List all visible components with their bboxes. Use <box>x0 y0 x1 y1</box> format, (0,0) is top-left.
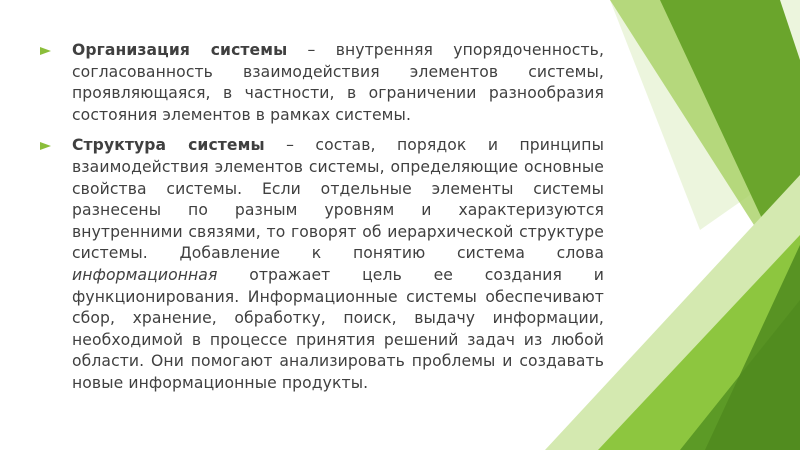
paragraph-organization <box>40 40 604 126</box>
definition-structure-part2: отражает цель ее создания и функционирования. Информационные системы обеспечивают сбор, хранение, обработку, поиск, выдачу информации, необходимой в процессе принятия решений задач из любой области. Они помогают анализировать проблемы и создавать новые информационные продукты. <box>72 265 604 392</box>
bullet-triangle-icon <box>40 142 51 150</box>
paragraph-structure <box>40 135 604 394</box>
term-organization: Организация системы <box>72 41 288 59</box>
definition-structure-part1: – состав, порядок и принципы взаимодействия элементов системы, определяющие основные свойства системы. Если отдельные элементы системы разнесены по разным уровням и характеризуются внутренними связями, то говорят об иерархической структуре системы. Добавление к понятию система слова <box>72 136 604 263</box>
emphasized-word: информационная <box>72 265 218 284</box>
definition-organization: – внутренняя упорядоченность, согласованность взаимодействия элементов системы, проявляющаяся, в частности, в ограничении разнообразия состояния элементов в рамках системы. <box>72 41 604 124</box>
text-content <box>40 40 604 404</box>
term-structure: Структура системы <box>72 136 265 155</box>
bullet-triangle-icon <box>40 47 51 55</box>
